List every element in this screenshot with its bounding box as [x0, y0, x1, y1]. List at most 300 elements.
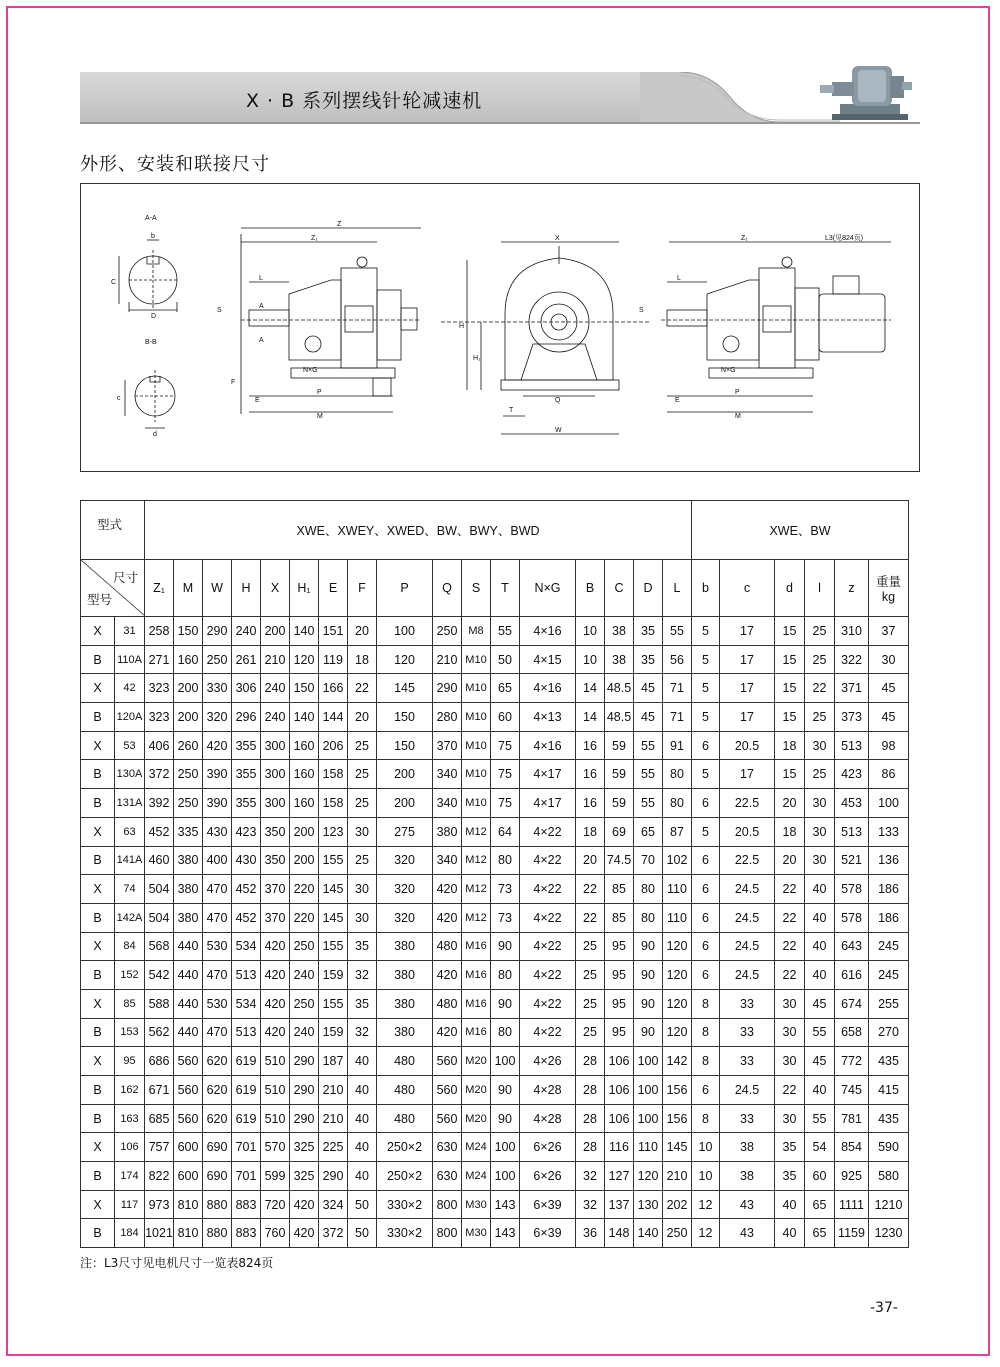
- model-cell: 130A: [115, 760, 145, 789]
- value-cell: 116: [605, 1133, 634, 1162]
- column-header: P: [377, 560, 433, 617]
- value-cell: 100: [634, 1047, 663, 1076]
- value-cell: 521: [835, 846, 869, 875]
- value-cell: 350: [261, 846, 290, 875]
- value-cell: 4×15: [520, 645, 576, 674]
- table-row: [81, 961, 909, 990]
- value-cell: 100: [634, 1104, 663, 1133]
- value-cell: 250: [433, 617, 462, 646]
- value-cell: 372: [145, 760, 174, 789]
- column-header: C: [605, 560, 634, 617]
- value-cell: 258: [145, 617, 174, 646]
- label-S: S: [217, 307, 222, 314]
- value-cell: 534: [232, 989, 261, 1018]
- value-cell: 75: [491, 731, 520, 760]
- value-cell: 261: [232, 645, 261, 674]
- value-cell: 98: [869, 731, 909, 760]
- table-row: [81, 1076, 909, 1105]
- value-cell: 8: [692, 1018, 720, 1047]
- value-cell: 560: [433, 1047, 462, 1076]
- value-cell: 530: [203, 932, 232, 961]
- value-cell: 12: [692, 1190, 720, 1219]
- value-cell: 69: [605, 817, 634, 846]
- value-cell: 30: [348, 875, 377, 904]
- value-cell: 25: [576, 961, 605, 990]
- value-cell: 420: [433, 1018, 462, 1047]
- value-cell: 25: [576, 1018, 605, 1047]
- value-cell: 371: [835, 674, 869, 703]
- value-cell: 33: [720, 1047, 775, 1076]
- value-cell: 25: [805, 760, 835, 789]
- value-cell: 33: [720, 1018, 775, 1047]
- value-cell: 1230: [869, 1219, 909, 1248]
- value-cell: 250: [290, 989, 319, 1018]
- table-row: [81, 1104, 909, 1133]
- value-cell: 210: [261, 645, 290, 674]
- table-row: [81, 645, 909, 674]
- value-cell: 400: [203, 846, 232, 875]
- value-cell: 32: [576, 1162, 605, 1191]
- value-cell: 470: [203, 903, 232, 932]
- value-cell: 159: [319, 961, 348, 990]
- value-cell: M16: [462, 989, 491, 1018]
- value-cell: 143: [491, 1190, 520, 1219]
- value-cell: 65: [805, 1190, 835, 1219]
- model-cell: 95: [115, 1047, 145, 1076]
- value-cell: 4×22: [520, 875, 576, 904]
- table-row: [81, 1047, 909, 1076]
- value-cell: 355: [232, 789, 261, 818]
- value-cell: 10: [576, 645, 605, 674]
- type-cell: B: [81, 1104, 115, 1133]
- value-cell: 158: [319, 789, 348, 818]
- table-row: [81, 903, 909, 932]
- value-cell: 22: [775, 961, 805, 990]
- value-cell: M20: [462, 1076, 491, 1105]
- value-cell: 578: [835, 903, 869, 932]
- label-Q: Q: [555, 397, 561, 404]
- value-cell: 1111: [835, 1190, 869, 1219]
- value-cell: 40: [805, 1076, 835, 1105]
- type-cell: B: [81, 846, 115, 875]
- value-cell: 50: [348, 1190, 377, 1219]
- value-cell: 420: [433, 875, 462, 904]
- value-cell: 255: [869, 989, 909, 1018]
- value-cell: 25: [348, 760, 377, 789]
- table-row: [81, 1018, 909, 1047]
- value-cell: 324: [319, 1190, 348, 1219]
- value-cell: 24.5: [720, 961, 775, 990]
- value-cell: 120: [634, 1162, 663, 1191]
- value-cell: 127: [605, 1162, 634, 1191]
- column-header: B: [576, 560, 605, 617]
- value-cell: 854: [835, 1133, 869, 1162]
- value-cell: 24.5: [720, 903, 775, 932]
- value-cell: 542: [145, 961, 174, 990]
- value-cell: 15: [775, 645, 805, 674]
- value-cell: 80: [663, 760, 692, 789]
- model-cell: 42: [115, 674, 145, 703]
- value-cell: 480: [377, 1104, 433, 1133]
- value-cell: 340: [433, 846, 462, 875]
- value-cell: 35: [775, 1162, 805, 1191]
- value-cell: 120: [663, 961, 692, 990]
- value-cell: 48.5: [605, 703, 634, 732]
- value-cell: 453: [835, 789, 869, 818]
- value-cell: 325: [290, 1133, 319, 1162]
- value-cell: 150: [174, 617, 203, 646]
- page-number: -37-: [870, 1300, 898, 1316]
- value-cell: 578: [835, 875, 869, 904]
- type-cell: X: [81, 817, 115, 846]
- value-cell: 55: [663, 617, 692, 646]
- column-header: L: [663, 560, 692, 617]
- value-cell: 560: [433, 1104, 462, 1133]
- value-cell: 701: [232, 1133, 261, 1162]
- value-cell: 106: [605, 1076, 634, 1105]
- value-cell: 513: [232, 1018, 261, 1047]
- value-cell: 24.5: [720, 875, 775, 904]
- value-cell: 355: [232, 760, 261, 789]
- model-cell: 141A: [115, 846, 145, 875]
- value-cell: M12: [462, 846, 491, 875]
- value-cell: 4×16: [520, 731, 576, 760]
- label-c: c: [117, 395, 121, 402]
- value-cell: 420: [261, 961, 290, 990]
- value-cell: M30: [462, 1190, 491, 1219]
- value-cell: 4×16: [520, 617, 576, 646]
- model-cell: 106: [115, 1133, 145, 1162]
- value-cell: 250: [663, 1219, 692, 1248]
- value-cell: 430: [203, 817, 232, 846]
- table-row: [81, 789, 909, 818]
- value-cell: 370: [261, 903, 290, 932]
- value-cell: 370: [261, 875, 290, 904]
- value-cell: 380: [377, 989, 433, 1018]
- value-cell: 800: [433, 1190, 462, 1219]
- value-cell: 30: [775, 1104, 805, 1133]
- value-cell: 260: [174, 731, 203, 760]
- model-cell: 53: [115, 731, 145, 760]
- value-cell: 28: [576, 1047, 605, 1076]
- value-cell: 380: [174, 846, 203, 875]
- value-cell: 33: [720, 1104, 775, 1133]
- value-cell: 380: [377, 961, 433, 990]
- value-cell: 630: [433, 1162, 462, 1191]
- value-cell: 156: [663, 1076, 692, 1105]
- value-cell: 86: [869, 760, 909, 789]
- value-cell: 200: [377, 789, 433, 818]
- corner-cell: [81, 560, 145, 617]
- value-cell: 142: [663, 1047, 692, 1076]
- value-cell: 30: [775, 1018, 805, 1047]
- value-cell: 560: [174, 1076, 203, 1105]
- value-cell: 240: [290, 1018, 319, 1047]
- label-M: M: [317, 413, 323, 420]
- value-cell: 420: [261, 1018, 290, 1047]
- value-cell: 8: [692, 1104, 720, 1133]
- value-cell: 110: [634, 1133, 663, 1162]
- value-cell: 330: [203, 674, 232, 703]
- value-cell: 80: [491, 1018, 520, 1047]
- value-cell: 30: [348, 903, 377, 932]
- table-row: [81, 1133, 909, 1162]
- model-cell: 142A: [115, 903, 145, 932]
- value-cell: 200: [290, 817, 319, 846]
- value-cell: 420: [203, 731, 232, 760]
- value-cell: 38: [605, 617, 634, 646]
- value-cell: M16: [462, 932, 491, 961]
- type-cell: B: [81, 1162, 115, 1191]
- value-cell: 685: [145, 1104, 174, 1133]
- value-cell: 60: [805, 1162, 835, 1191]
- value-cell: 30: [775, 1047, 805, 1076]
- value-cell: 17: [720, 674, 775, 703]
- value-cell: 145: [663, 1133, 692, 1162]
- value-cell: 100: [491, 1162, 520, 1191]
- value-cell: 4×13: [520, 703, 576, 732]
- value-cell: 5: [692, 645, 720, 674]
- value-cell: 1159: [835, 1219, 869, 1248]
- value-cell: 22: [348, 674, 377, 703]
- label-L3: L3(见824页): [825, 235, 864, 242]
- value-cell: 6: [692, 961, 720, 990]
- value-cell: 210: [319, 1104, 348, 1133]
- value-cell: 15: [775, 617, 805, 646]
- value-cell: 45: [634, 703, 663, 732]
- value-cell: 250×2: [377, 1162, 433, 1191]
- value-cell: 30: [805, 789, 835, 818]
- value-cell: 156: [663, 1104, 692, 1133]
- value-cell: 28: [576, 1104, 605, 1133]
- table-row: [81, 932, 909, 961]
- value-cell: 772: [835, 1047, 869, 1076]
- label-P: P: [317, 389, 322, 396]
- value-cell: 1021: [145, 1219, 174, 1248]
- value-cell: 90: [634, 932, 663, 961]
- value-cell: 6: [692, 932, 720, 961]
- column-header: S: [462, 560, 491, 617]
- value-cell: 275: [377, 817, 433, 846]
- model-cell: 153: [115, 1018, 145, 1047]
- value-cell: 210: [433, 645, 462, 674]
- value-cell: 32: [348, 961, 377, 990]
- value-cell: 145: [319, 875, 348, 904]
- value-cell: 16: [576, 760, 605, 789]
- footnote: 注：L3尺寸见电机尺寸一览表824页: [80, 1256, 274, 1270]
- value-cell: 335: [174, 817, 203, 846]
- value-cell: 619: [232, 1047, 261, 1076]
- value-cell: 18: [576, 817, 605, 846]
- type-cell: X: [81, 875, 115, 904]
- value-cell: 300: [261, 731, 290, 760]
- value-cell: 64: [491, 817, 520, 846]
- value-cell: 148: [605, 1219, 634, 1248]
- value-cell: 10: [692, 1162, 720, 1191]
- value-cell: 440: [174, 1018, 203, 1047]
- value-cell: 90: [634, 1018, 663, 1047]
- value-cell: 17: [720, 703, 775, 732]
- value-cell: 186: [869, 875, 909, 904]
- label-F: F: [231, 379, 236, 386]
- value-cell: 452: [232, 903, 261, 932]
- value-cell: 25: [348, 846, 377, 875]
- value-cell: 119: [319, 645, 348, 674]
- model-cell: 74: [115, 875, 145, 904]
- value-cell: 690: [203, 1133, 232, 1162]
- value-cell: 55: [634, 731, 663, 760]
- value-cell: 760: [261, 1219, 290, 1248]
- value-cell: M12: [462, 817, 491, 846]
- value-cell: 880: [203, 1219, 232, 1248]
- value-cell: 4×16: [520, 674, 576, 703]
- label-T: T: [509, 407, 514, 414]
- value-cell: 144: [319, 703, 348, 732]
- value-cell: 55: [634, 789, 663, 818]
- value-cell: 420: [290, 1190, 319, 1219]
- value-cell: 290: [319, 1162, 348, 1191]
- table-row: [81, 1190, 909, 1219]
- value-cell: 22: [576, 903, 605, 932]
- value-cell: 20: [775, 789, 805, 818]
- value-cell: 200: [174, 703, 203, 732]
- value-cell: 4×17: [520, 760, 576, 789]
- value-cell: 145: [377, 674, 433, 703]
- label-a-a: A-A: [145, 215, 157, 222]
- value-cell: 28: [576, 1076, 605, 1105]
- model-cell: 31: [115, 617, 145, 646]
- value-cell: 40: [805, 961, 835, 990]
- label-b: b: [151, 233, 155, 240]
- group-label: 型式: [81, 501, 145, 560]
- value-cell: 10: [692, 1133, 720, 1162]
- value-cell: 6×39: [520, 1190, 576, 1219]
- header-curve: [640, 72, 840, 122]
- value-cell: 643: [835, 932, 869, 961]
- value-cell: 22: [576, 875, 605, 904]
- value-cell: 390: [203, 789, 232, 818]
- value-cell: 18: [775, 731, 805, 760]
- value-cell: 323: [145, 703, 174, 732]
- column-header: T: [491, 560, 520, 617]
- value-cell: 35: [634, 617, 663, 646]
- table-row: [81, 1219, 909, 1248]
- value-cell: 30: [869, 645, 909, 674]
- value-cell: 320: [377, 903, 433, 932]
- value-cell: 822: [145, 1162, 174, 1191]
- value-cell: 800: [433, 1219, 462, 1248]
- value-cell: 20.5: [720, 817, 775, 846]
- value-cell: 18: [775, 817, 805, 846]
- value-cell: 15: [775, 703, 805, 732]
- value-cell: 350: [261, 817, 290, 846]
- value-cell: 155: [319, 932, 348, 961]
- value-cell: 14: [576, 674, 605, 703]
- model-cell: 63: [115, 817, 145, 846]
- value-cell: 306: [232, 674, 261, 703]
- value-cell: 202: [663, 1190, 692, 1219]
- value-cell: 415: [869, 1076, 909, 1105]
- value-cell: 85: [605, 875, 634, 904]
- value-cell: 150: [290, 674, 319, 703]
- value-cell: 8: [692, 1047, 720, 1076]
- value-cell: 50: [348, 1219, 377, 1248]
- value-cell: 95: [605, 1018, 634, 1047]
- value-cell: 80: [634, 903, 663, 932]
- value-cell: 123: [319, 817, 348, 846]
- value-cell: 35: [348, 932, 377, 961]
- value-cell: 143: [491, 1219, 520, 1248]
- label-M-motor: M: [735, 413, 741, 420]
- value-cell: M12: [462, 875, 491, 904]
- value-cell: 56: [663, 645, 692, 674]
- value-cell: 423: [232, 817, 261, 846]
- value-cell: 620: [203, 1076, 232, 1105]
- weight-header-unit: kg: [881, 590, 896, 604]
- value-cell: 6: [692, 846, 720, 875]
- value-cell: 4×22: [520, 817, 576, 846]
- column-header: W: [203, 560, 232, 617]
- value-cell: M10: [462, 760, 491, 789]
- value-cell: 200: [174, 674, 203, 703]
- value-cell: 671: [145, 1076, 174, 1105]
- value-cell: 30: [775, 989, 805, 1018]
- value-cell: 95: [605, 961, 634, 990]
- value-cell: 38: [720, 1133, 775, 1162]
- value-cell: 75: [491, 789, 520, 818]
- column-header: F: [348, 560, 377, 617]
- value-cell: 136: [869, 846, 909, 875]
- value-cell: 32: [576, 1190, 605, 1219]
- value-cell: 95: [605, 989, 634, 1018]
- type-cell: X: [81, 1133, 115, 1162]
- header-title: X · B 系列摆线针轮减速机: [246, 90, 483, 112]
- value-cell: 59: [605, 731, 634, 760]
- value-cell: 140: [290, 617, 319, 646]
- value-cell: M12: [462, 903, 491, 932]
- value-cell: 5: [692, 703, 720, 732]
- value-cell: 580: [869, 1162, 909, 1191]
- value-cell: 25: [805, 645, 835, 674]
- value-cell: 50: [491, 645, 520, 674]
- value-cell: 883: [232, 1190, 261, 1219]
- type-cell: B: [81, 703, 115, 732]
- model-cell: 84: [115, 932, 145, 961]
- table-row: [81, 760, 909, 789]
- type-cell: X: [81, 989, 115, 1018]
- dimension-drawing: [80, 183, 920, 472]
- value-cell: 130: [634, 1190, 663, 1219]
- value-cell: 513: [835, 817, 869, 846]
- value-cell: 22: [775, 1076, 805, 1105]
- value-cell: 296: [232, 703, 261, 732]
- value-cell: 620: [203, 1104, 232, 1133]
- value-cell: 85: [605, 903, 634, 932]
- value-cell: 6: [692, 731, 720, 760]
- value-cell: 120: [377, 645, 433, 674]
- model-cell: 110A: [115, 645, 145, 674]
- column-header: H₁: [290, 560, 319, 617]
- value-cell: 245: [869, 961, 909, 990]
- value-cell: 340: [433, 789, 462, 818]
- value-cell: 150: [377, 731, 433, 760]
- label-Z: Z: [337, 221, 342, 228]
- value-cell: 35: [348, 989, 377, 1018]
- value-cell: 620: [203, 1047, 232, 1076]
- value-cell: 290: [290, 1047, 319, 1076]
- value-cell: 220: [290, 903, 319, 932]
- value-cell: 300: [261, 789, 290, 818]
